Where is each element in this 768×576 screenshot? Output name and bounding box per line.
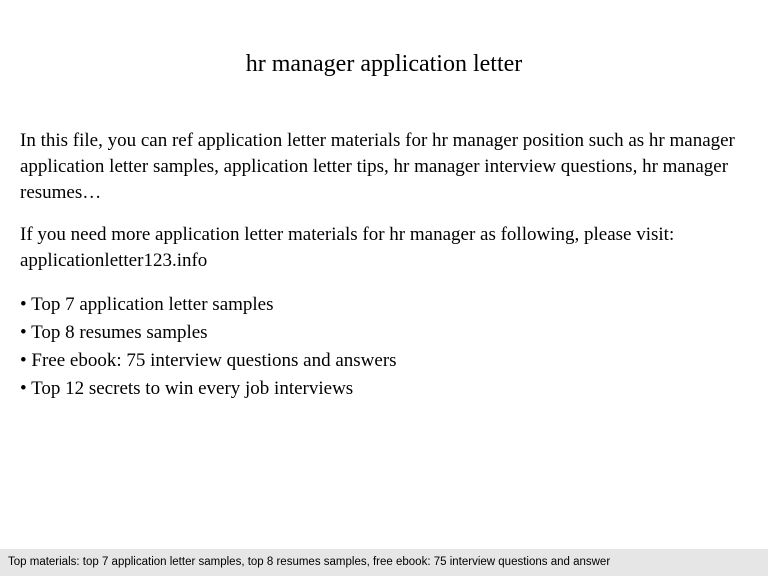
- bullet-icon: •: [20, 322, 27, 343]
- list-item: [20, 319, 756, 347]
- list-item-text: Top 8 resumes samples: [31, 322, 208, 343]
- bullet-icon: •: [20, 350, 27, 371]
- page-title: hr manager application letter: [245, 51, 523, 77]
- list-item: [20, 347, 756, 375]
- list-item: [20, 291, 756, 319]
- list-item: [20, 375, 756, 403]
- footer-text: Top materials: top 7 application letter samples, top 8 resumes samples, free ebook: 75 interview questions and answer: [8, 556, 611, 568]
- materials-list: [20, 291, 756, 403]
- bullet-icon: •: [20, 378, 27, 399]
- list-item-text: Top 7 application letter samples: [31, 294, 274, 315]
- bullet-icon: •: [20, 294, 27, 315]
- visit-paragraph: If you need more application letter materials for hr manager as following, please visit: applicationletter123.info: [20, 224, 675, 271]
- list-item-text: Free ebook: 75 interview questions and answers: [31, 350, 397, 371]
- list-item-text: Top 12 secrets to win every job interviews: [31, 378, 354, 399]
- footer-bar: [0, 549, 768, 576]
- intro-paragraph: In this file, you can ref application letter materials for hr manager position such as hr manager application letter samples, application letter tips, hr manager interview questions, hr manager resumes…: [20, 130, 735, 203]
